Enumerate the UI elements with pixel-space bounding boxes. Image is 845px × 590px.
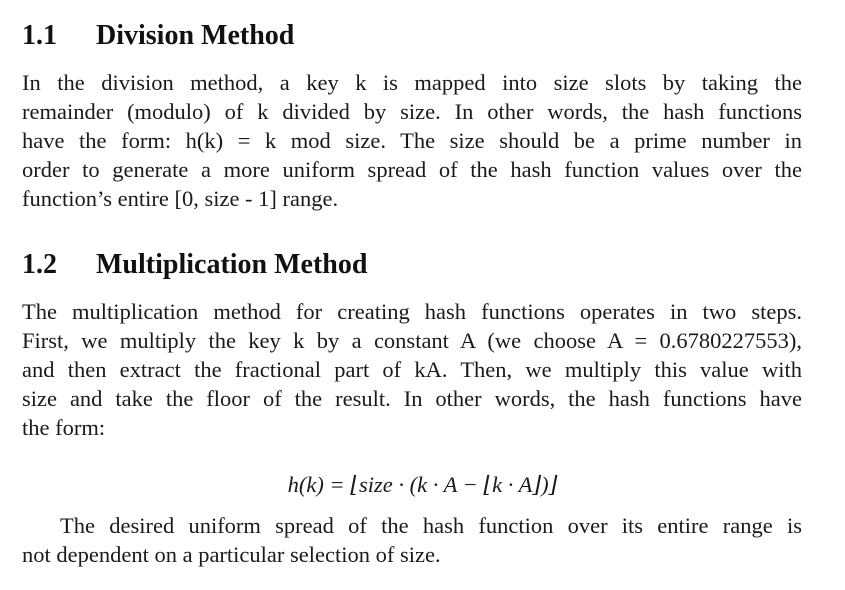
paragraph-line: In the division method, a key k is mapped into size slots by taking the	[22, 70, 802, 95]
paragraph-line: order to generate a more uniform spread of the hash function values over the	[22, 157, 802, 182]
paragraph-line: The multiplication method for creating hash functions operates in two steps.	[22, 299, 802, 324]
section-heading-division	[22, 20, 294, 52]
paragraph-line: have the form: h(k) = k mod size. The size should be a prime number in	[22, 128, 802, 153]
paragraph-line: the form:	[22, 415, 106, 440]
paragraph-line: First, we multiply the key k by a constant A (we choose A = 0.6780227553),	[22, 328, 802, 353]
paragraph-line: function’s entire [0, size - 1] range.	[22, 186, 339, 211]
paragraph-line: remainder (modulo) of k divided by size. In other words, the hash functions	[22, 99, 802, 124]
closing-paragraph	[22, 511, 802, 569]
section-number: 1.2	[22, 249, 57, 280]
paragraph-line: not dependent on a particular selection of size.	[22, 542, 441, 567]
formula-text: h(k) = ⌊size · (k · A − ⌊k · A⌋)⌋	[287, 472, 558, 497]
section-title: Multiplication Method	[96, 249, 368, 280]
section-number: 1.1	[22, 20, 57, 51]
paragraph-line: size and take the floor of the result. In other words, the hash functions have	[22, 386, 802, 411]
hash-formula	[0, 470, 845, 500]
section-title: Division Method	[96, 20, 295, 51]
multiplication-method-paragraph	[22, 297, 802, 442]
paragraph-line: and then extract the fractional part of kA. Then, we multiply this value with	[22, 357, 802, 382]
division-method-paragraph	[22, 68, 802, 213]
paragraph-line: The desired uniform spread of the hash function over its entire range is	[60, 513, 802, 538]
section-heading-multiplication	[22, 249, 367, 281]
